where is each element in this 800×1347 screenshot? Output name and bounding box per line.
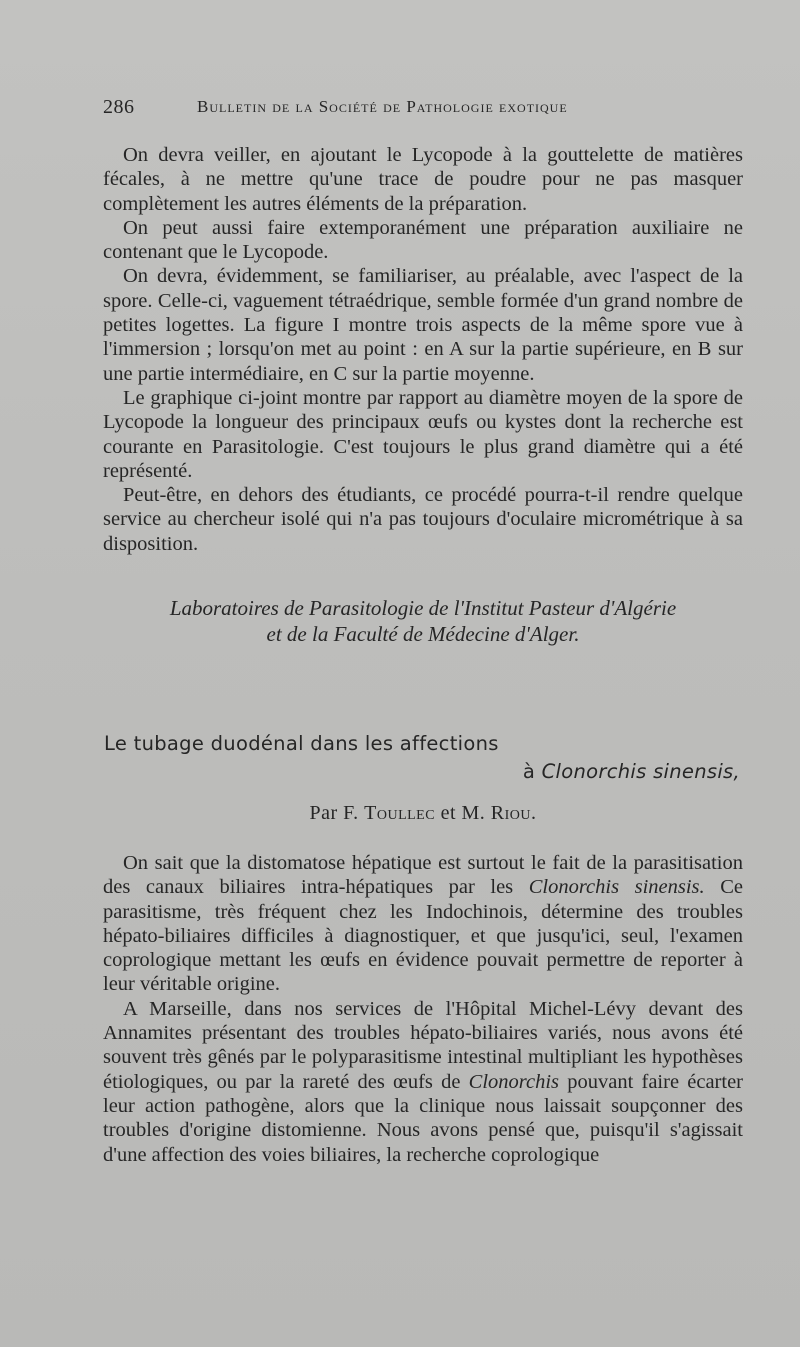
paragraph: On peut aussi faire extemporanément une préparation auxiliaire ne contenant que le Lycopode. xyxy=(103,216,743,264)
paragraph: On devra, évidemment, se familiariser, au préalable, avec l'aspect de la spore. Celle-ci, vaguement tétraédrique, semble formée d'un grand nombre de petites logettes. La figure I montre trois aspects de la même spore vue à l'immersion ; lorsqu'on met au point : en A sur la partie supérieure, en B sur une partie intermédiaire, en C sur la partie moyenne. xyxy=(103,265,743,385)
species-name: Clonorchis sinensis. xyxy=(528,876,705,899)
title-prefix: à xyxy=(522,760,542,783)
author-name: Riou. xyxy=(490,802,537,824)
affiliation xyxy=(103,595,743,647)
page-number: 286 xyxy=(103,96,135,118)
paragraph: On devra veiller, en ajoutant le Lycopode à la gouttelette de matières fécales, à ne mettre qu'une trace de poudre pour ne pas masquer complètement les autres éléments de la préparation. xyxy=(103,144,743,215)
byline-conjunction: et M. xyxy=(435,802,491,824)
section-one-body xyxy=(103,143,743,556)
affiliation-line: Laboratoires de Parasitologie de l'Institut Pasteur d'Algérie xyxy=(169,596,677,620)
text-run: Ce parasitisme, très fréquent chez les Indochinois, détermine des troubles hépato-biliaires difficiles à diagnostiquer, et que jusqu'ici, seul, l'examen coprologique mettant les œufs en évidence pouvait permettre de reporter à leur véritable origine. xyxy=(103,876,743,996)
page-header xyxy=(103,96,743,124)
species-name: Clonorchis xyxy=(468,1070,560,1093)
byline xyxy=(103,802,743,825)
article-body xyxy=(103,851,743,1167)
text-run: pouvant faire écarter leur action pathogène, alors que la clinique nous laissait soupçonner des troubles d'origine distomienne. Nous avons pensé que, puisqu'il s'agissait d'une affection des voies biliaires, la recherche coprologique xyxy=(103,1070,743,1166)
article-title-line-1: Le tubage duodénal dans les affections xyxy=(104,732,499,755)
affiliation-line: et de la Faculté de Médecine d'Alger. xyxy=(266,622,580,646)
byline-prefix: Par F. xyxy=(309,802,365,824)
title-species: Clonorchis sinensis, xyxy=(541,760,740,783)
author-name: Toullec xyxy=(364,802,436,824)
text-run: A Marseille, dans nos services de l'Hôpital Michel-Lévy devant des Annamites présentant des troubles hépato-biliaires variés, nous avons été souvent très gênés par le polyparasitisme intestinal multipliant les hypothèses étiologiques, ou par la rareté des œufs de xyxy=(103,997,743,1093)
paragraph xyxy=(103,997,743,1167)
paragraph: Le graphique ci-joint montre par rapport au diamètre moyen de la spore de Lycopode la longueur des principaux œufs ou kystes dont la recherche est courante en Parasitologie. C'est toujours le plus grand diamètre qui a été représenté. xyxy=(103,386,743,482)
paragraph: Peut-être, en dehors des étudiants, ce procédé pourra-t-il rendre quelque service au chercheur isolé qui n'a pas toujours d'oculaire micrométrique à sa disposition. xyxy=(103,484,743,555)
running-title: Bulletin de la Société de Pathologie exotique xyxy=(197,97,568,116)
article-title-line-2 xyxy=(523,760,740,783)
text-run: On sait que la distomatose hépatique est surtout le fait de la parasitisation des canaux biliaires intra-hépatiques par les xyxy=(103,852,743,899)
paragraph xyxy=(103,851,743,997)
